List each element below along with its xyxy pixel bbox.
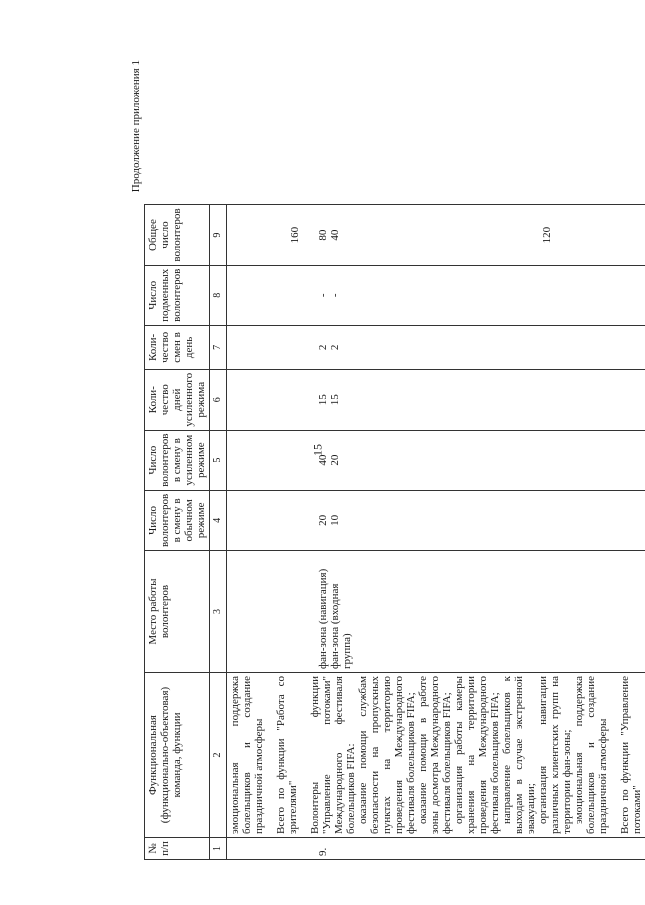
cell-total <box>227 205 645 265</box>
total-row-2: 40 <box>329 229 341 241</box>
header-enhanced: Число волонтеров в смену в усиленном режиме <box>145 430 210 490</box>
substitutes-row-2: - <box>329 293 341 298</box>
header-total: Общее число волонтеров <box>145 205 210 265</box>
header-shifts: Коли-чество смен в день <box>145 325 210 369</box>
duty-item: эмоциональная поддержка болельщиков и создание праздничной атмосферы <box>573 676 609 834</box>
column-number-row <box>210 205 227 860</box>
place-row-1: фан-зона (навигация) <box>317 568 329 669</box>
item9-total-label: Всего по функции "Управление потоками" <box>619 676 643 834</box>
col-number: 7 <box>210 325 227 369</box>
page-number: 15 <box>310 444 325 456</box>
cell-place <box>227 551 645 673</box>
cell-shifts <box>227 325 645 369</box>
substitutes-row-1: - <box>317 293 329 298</box>
cell-normal <box>227 490 645 550</box>
days-row-2: 15 <box>329 394 341 406</box>
header-place: Место работы волонтеров <box>145 551 210 673</box>
rotated-page <box>130 60 643 860</box>
header-substitutes: Число подменных волонтеров <box>145 265 210 325</box>
duty-item: оказание помощи службам безопасности на пропускных пунктах на территорию проведения Международного фестиваля болельщиков FIFA; <box>357 676 417 834</box>
item-number: 9. <box>317 847 329 856</box>
duty-item: организация работы камеры хранения на территории проведения Международного фестиваля болельщиков FIFA; <box>453 676 501 834</box>
cell-substitutes <box>227 265 645 325</box>
header-team: Функциональная (функционально-объектовая) команда, функции <box>145 673 210 838</box>
shifts-row-2: 2 <box>329 344 341 351</box>
normal-row-2: 10 <box>329 514 341 526</box>
duty-item: организация навигации различных клиентских групп на территории фан-зоны; <box>537 676 573 834</box>
total-row-1: 80 <box>317 229 329 241</box>
block1-total-value: 160 <box>289 226 301 244</box>
item9-total-value: 120 <box>541 226 553 244</box>
cell-team <box>227 673 645 838</box>
cell-days <box>227 369 645 430</box>
col-number: 1 <box>210 838 227 860</box>
enhanced-row-1: 40 <box>317 454 329 466</box>
header-days: Коли-чество дней усиленного режима <box>145 369 210 430</box>
continuation-note: Продолжение приложения 1 <box>130 60 142 193</box>
block1-total-label: Всего по функции "Работа со зрителями" <box>275 676 299 834</box>
col-number: 3 <box>210 551 227 673</box>
place-row-2: фан-зона (входная группа) <box>329 583 353 669</box>
col-number: 2 <box>210 673 227 838</box>
enhanced-row-2: 20 <box>329 454 341 466</box>
header-num: № п/п <box>145 838 210 860</box>
duty-item: оказание помощи в работе зоны досмотра Международного фестиваля болельщиков FIFA; <box>417 676 453 834</box>
header-row <box>145 205 210 860</box>
duty-item: направление болельщиков к выходам в случае экстренной эвакуации; <box>501 676 537 834</box>
col-number: 8 <box>210 265 227 325</box>
header-normal: Число волонтеров в смену в обычном режиме <box>145 490 210 550</box>
cell-num <box>227 838 645 860</box>
item9-title: Волонтеры функции "Управление потоками" Международного фестиваля болельщиков FIFA: <box>309 676 357 834</box>
normal-row-1: 20 <box>317 514 329 526</box>
col-number: 9 <box>210 205 227 265</box>
col-number: 5 <box>210 430 227 490</box>
shifts-row-1: 2 <box>317 344 329 351</box>
days-row-1: 15 <box>317 394 329 406</box>
col-number: 6 <box>210 369 227 430</box>
body-row <box>227 205 645 860</box>
col-number: 4 <box>210 490 227 550</box>
block1-text: эмоциональная поддержка болельщиков и создание праздничной атмосферы <box>229 676 265 834</box>
cell-enhanced <box>227 430 645 490</box>
volunteers-table <box>144 204 645 860</box>
